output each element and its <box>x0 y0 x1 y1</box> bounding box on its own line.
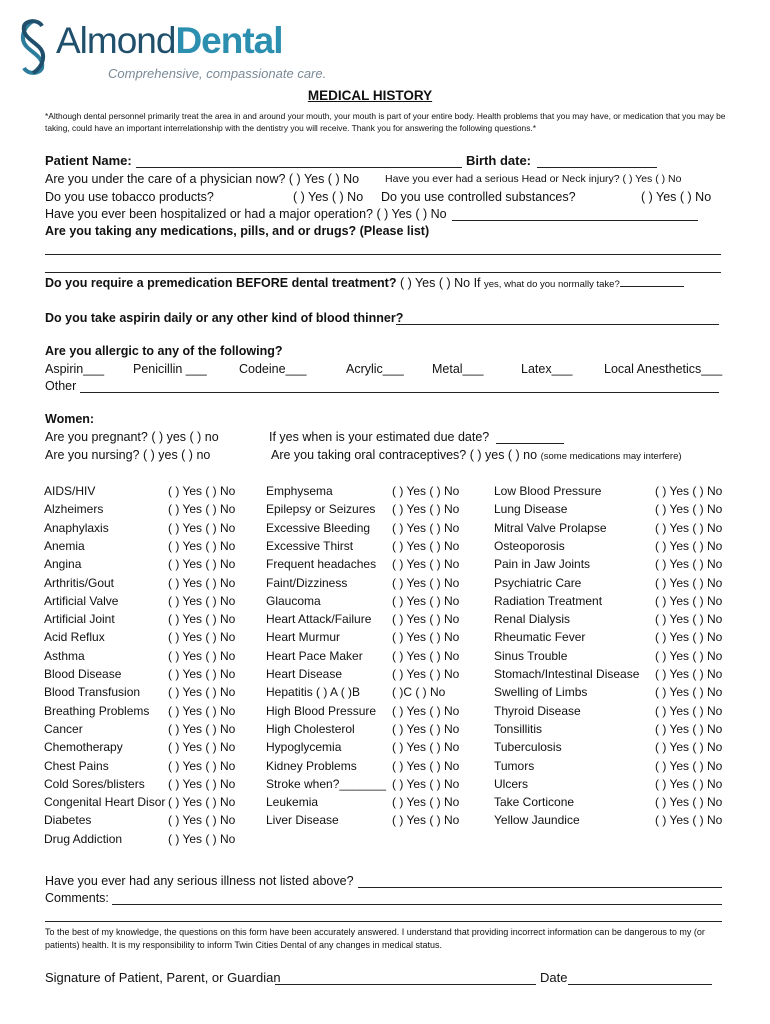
condition-label: Arthritis/Gout <box>44 575 115 590</box>
condition-yes-no[interactable]: ( ) Yes ( ) No <box>392 740 460 755</box>
condition-label: Artificial Joint <box>44 612 115 627</box>
condition-label: Alzheimers <box>44 502 104 517</box>
condition-yes-no[interactable]: ( ) Yes ( ) No <box>392 502 460 517</box>
comments-field-2[interactable] <box>45 921 722 922</box>
comments-field-1[interactable] <box>112 904 722 905</box>
condition-yes-no[interactable]: ( ) Yes ( ) No <box>168 758 236 773</box>
condition-label: Anemia <box>44 538 85 553</box>
condition-yes-no[interactable]: ( ) Yes ( ) No <box>392 703 460 718</box>
almond-logo-icon <box>16 18 50 76</box>
condition-yes-no[interactable]: ( ) Yes ( ) No <box>168 557 236 572</box>
condition-label: Lung Disease <box>494 502 568 517</box>
women-heading: Women: <box>45 412 95 426</box>
q-controlled-yes-no[interactable]: ( ) Yes ( ) No <box>641 190 712 204</box>
condition-label: AIDS/HIV <box>44 484 96 498</box>
condition-yes-no[interactable]: ( ) Yes ( ) No <box>392 612 460 627</box>
condition-label: Excessive Bleeding <box>266 520 371 535</box>
condition-yes-no[interactable]: ( ) Yes ( ) No <box>168 538 236 553</box>
allergy-penicillin[interactable]: Penicillin ___ <box>133 362 207 376</box>
allergy-metal[interactable]: Metal___ <box>432 362 484 376</box>
condition-label: Excessive Thirst <box>266 538 354 553</box>
condition-yes-no[interactable]: ( ) Yes ( ) No <box>655 520 723 535</box>
condition-yes-no[interactable]: ( ) Yes ( ) No <box>168 520 236 535</box>
condition-yes-no[interactable]: ( ) Yes ( ) No <box>392 667 460 681</box>
condition-label: Kidney Problems <box>266 758 357 773</box>
condition-label: Diabetes <box>44 813 92 828</box>
condition-yes-no[interactable]: ( ) Yes ( ) No <box>168 648 236 663</box>
birth-date-label: Birth date: <box>466 153 531 168</box>
condition-label: High Cholesterol <box>266 721 355 736</box>
birth-date-field[interactable] <box>537 167 657 168</box>
condition-label: Psychiatric Care <box>494 575 582 590</box>
condition-yes-no[interactable]: ( ) Yes ( ) No <box>168 740 236 755</box>
medications-line-2[interactable] <box>45 272 721 273</box>
q-due-date: If yes when is your estimated due date? <box>269 430 490 444</box>
condition-yes-no[interactable]: ( ) Yes ( ) No <box>168 776 236 791</box>
condition-label: Osteoporosis <box>494 538 565 553</box>
q-medications: Are you taking any medications, pills, and or drugs? (Please list) <box>45 224 430 238</box>
allergy-acrylic[interactable]: Acrylic___ <box>346 362 404 376</box>
condition-label: Cold Sores/blisters <box>44 776 145 791</box>
brand-part2: Dental <box>175 20 283 61</box>
condition-yes-no[interactable]: ( ) Yes ( ) No <box>168 721 236 736</box>
condition-label: Anaphylaxis <box>44 520 109 535</box>
intro-note: *Although dental personnel primarily treat the area in and around your mouth, your mouth is part of your entire body. Health problems that you may have, or medication that you may be taking, could have an important interrelationship with the dentistry you will receive. Thank you for answering the following questions.* <box>45 111 726 133</box>
condition-yes-no[interactable]: ( ) Yes ( ) No <box>392 557 460 572</box>
condition-label: Faint/Dizziness <box>266 575 348 590</box>
condition-yes-no[interactable]: ( ) Yes ( ) No <box>392 648 460 663</box>
q-premed-tail: yes, what do you normally take? <box>484 279 620 290</box>
condition-label: Pain in Jaw Joints <box>494 557 591 572</box>
condition-label: Take Corticone <box>494 795 575 810</box>
condition-yes-no[interactable]: ( ) Yes ( ) No <box>655 612 723 627</box>
brand-name <box>56 22 283 59</box>
condition-yes-no[interactable]: ( ) Yes ( ) No <box>392 630 460 645</box>
condition-label: Yellow Jaundice <box>494 813 580 828</box>
condition-label: Ulcers <box>494 776 529 791</box>
condition-label: Breathing Problems <box>44 703 150 718</box>
condition-yes-no[interactable]: ( ) Yes ( ) No <box>655 557 723 572</box>
condition-yes-no[interactable]: ( ) Yes ( ) No <box>655 740 723 755</box>
page-title: MEDICAL HISTORY <box>307 88 433 103</box>
condition-yes-no[interactable]: ( ) Yes ( ) No <box>392 593 460 608</box>
condition-label: Tumors <box>494 758 535 773</box>
condition-yes-no[interactable]: ( ) Yes ( ) No <box>392 758 460 773</box>
condition-yes-no[interactable]: ( ) Yes ( ) No <box>655 538 723 553</box>
condition-yes-no[interactable]: ( ) Yes ( ) No <box>168 593 236 608</box>
condition-label: Blood Transfusion <box>44 685 141 700</box>
q-premed-row <box>45 275 684 290</box>
premed-field[interactable] <box>620 275 684 287</box>
q-nursing[interactable]: Are you nursing? ( ) yes ( ) no <box>45 448 211 462</box>
condition-yes-no[interactable]: ( ) Yes ( ) No <box>392 575 460 590</box>
q-tobacco-yes-no[interactable]: ( ) Yes ( ) No <box>293 190 364 204</box>
allergy-codeine[interactable]: Codeine___ <box>239 362 307 376</box>
condition-label: Epilepsy or Seizures <box>266 502 376 517</box>
q-pregnant[interactable]: Are you pregnant? ( ) yes ( ) no <box>45 430 219 444</box>
condition-yes-no[interactable]: ( ) Yes ( ) No <box>168 813 236 828</box>
condition-label: Chest Pains <box>44 758 109 773</box>
condition-yes-no[interactable]: ( ) Yes ( ) No <box>168 484 236 498</box>
condition-label: Congenital Heart Disor <box>44 795 166 810</box>
condition-label: Cancer <box>44 721 83 736</box>
condition-yes-no[interactable]: ( ) Yes ( ) No <box>655 703 723 718</box>
condition-label: Frequent headaches <box>266 557 377 572</box>
q-premed-yes-no[interactable]: ( ) Yes ( ) No If <box>399 276 481 290</box>
condition-yes-no[interactable]: ( ) Yes ( ) No <box>655 484 723 498</box>
condition-label: Angina <box>44 557 82 572</box>
condition-label: Heart Attack/Failure <box>266 612 372 627</box>
condition-label: Liver Disease <box>266 813 339 828</box>
condition-yes-no[interactable]: ( ) Yes ( ) No <box>168 630 236 645</box>
q-head-neck[interactable]: Have you ever had a serious Head or Neck injury? ( ) Yes ( ) No <box>385 173 682 185</box>
condition-yes-no[interactable]: ( )C ( ) No <box>392 685 446 700</box>
condition-yes-no[interactable]: ( ) Yes ( ) No <box>655 667 723 681</box>
condition-yes-no[interactable]: ( ) Yes ( ) No <box>392 813 460 828</box>
condition-yes-no[interactable]: ( ) Yes ( ) No <box>392 484 460 498</box>
allergies-heading: Are you allergic to any of the following? <box>45 344 283 358</box>
condition-label: Rheumatic Fever <box>494 630 586 645</box>
condition-yes-no[interactable]: ( ) Yes ( ) No <box>168 612 236 627</box>
condition-label: Thyroid Disease <box>494 703 581 718</box>
due-date-field[interactable] <box>496 443 564 444</box>
condition-yes-no[interactable]: ( ) Yes ( ) No <box>655 813 723 828</box>
condition-yes-no[interactable]: ( ) Yes ( ) No <box>392 538 460 553</box>
condition-yes-no[interactable]: ( ) Yes ( ) No <box>655 593 723 608</box>
condition-label: Emphysema <box>266 484 333 498</box>
condition-yes-no[interactable]: ( ) Yes ( ) No <box>392 721 460 736</box>
condition-yes-no[interactable]: ( ) Yes ( ) No <box>168 831 236 846</box>
condition-label: Artificial Valve <box>44 593 119 608</box>
condition-yes-no[interactable]: ( ) Yes ( ) No <box>168 685 236 700</box>
condition-label: Heart Pace Maker <box>266 648 363 663</box>
condition-yes-no[interactable]: ( ) Yes ( ) No <box>392 776 460 791</box>
condition-label: Stroke when?_______ <box>266 776 387 791</box>
condition-yes-no[interactable]: ( ) Yes ( ) No <box>655 685 723 700</box>
q-contraceptives-note: (some medications may interfere) <box>540 451 682 462</box>
date-field[interactable] <box>568 984 712 985</box>
q-tobacco: Do you use tobacco products? <box>45 190 214 204</box>
hospitalized-details-field[interactable] <box>452 220 698 221</box>
condition-label: Stomach/Intestinal Disease <box>494 667 640 681</box>
condition-label: Asthma <box>44 648 85 663</box>
q-premed: Do you require a premedication BEFORE dental treatment? <box>45 276 397 290</box>
allergy-local-anesthetics[interactable]: Local Anesthetics___ <box>604 362 723 376</box>
condition-label: Leukemia <box>266 795 319 810</box>
allergy-aspirin[interactable]: Aspirin___ <box>45 362 105 376</box>
condition-label: Chemotherapy <box>44 740 123 755</box>
signature-label: Signature of Patient, Parent, or Guardian <box>45 970 281 985</box>
condition-label: Sinus Trouble <box>494 648 568 663</box>
condition-label: Drug Addiction <box>44 831 123 846</box>
condition-yes-no[interactable]: ( ) Yes ( ) No <box>655 502 723 517</box>
condition-label: Heart Murmur <box>266 630 341 645</box>
condition-yes-no[interactable]: ( ) Yes ( ) No <box>392 795 460 810</box>
aspirin-field[interactable] <box>396 324 719 325</box>
condition-label: Tonsillitis <box>494 721 543 736</box>
q-serious-illness: Have you ever had any serious illness not listed above? <box>45 874 354 888</box>
q-controlled: Do you use controlled substances? <box>381 190 576 204</box>
condition-label: Mitral Valve Prolapse <box>494 520 607 535</box>
condition-yes-no[interactable]: ( ) Yes ( ) No <box>655 776 723 791</box>
condition-label: Blood Disease <box>44 667 122 681</box>
condition-yes-no[interactable]: ( ) Yes ( ) No <box>168 667 236 681</box>
condition-yes-no[interactable]: ( ) Yes ( ) No <box>168 575 236 590</box>
signature-field[interactable] <box>275 984 536 985</box>
condition-label: Hypoglycemia <box>266 740 342 755</box>
condition-yes-no[interactable]: ( ) Yes ( ) No <box>168 703 236 718</box>
q-aspirin: Do you take aspirin daily or any other kind of blood thinner? <box>45 311 404 325</box>
serious-illness-field[interactable] <box>358 887 722 888</box>
brand-part1: Almond <box>56 20 176 61</box>
patient-name-label: Patient Name: <box>45 153 132 168</box>
condition-label: High Blood Pressure <box>266 703 377 718</box>
condition-yes-no[interactable]: ( ) Yes ( ) No <box>655 630 723 645</box>
tagline: Comprehensive, compassionate care. <box>108 66 327 81</box>
condition-label: Acid Reflux <box>44 630 105 645</box>
q-contraceptives[interactable]: Are you taking oral contraceptives? ( ) yes ( ) no <box>271 448 538 462</box>
condition-yes-no[interactable]: ( ) Yes ( ) No <box>392 520 460 535</box>
condition-label: Renal Dialysis <box>494 612 571 627</box>
condition-label: Swelling of Limbs <box>494 685 588 700</box>
allergy-other-field[interactable] <box>80 392 719 393</box>
condition-yes-no[interactable]: ( ) Yes ( ) No <box>168 502 236 517</box>
condition-label: Hepatitis ( ) A ( )B <box>266 685 361 700</box>
condition-label: Low Blood Pressure <box>494 484 602 498</box>
medications-line-1[interactable] <box>45 254 721 255</box>
q-hospitalized[interactable]: Have you ever been hospitalized or had a major operation? ( ) Yes ( ) No <box>45 207 447 221</box>
condition-label: Heart Disease <box>266 667 343 681</box>
comments-label: Comments: <box>45 891 109 905</box>
attestation-text: To the best of my knowledge, the questions on this form have been accurately answered. I understand that providing incorrect information can be dangerous to my (or patients) health. It is my responsibility to inform Twin Cities Dental of any changes in medical status. <box>45 927 705 950</box>
q-physician[interactable]: Are you under the care of a physician now? ( ) Yes ( ) No <box>45 172 360 186</box>
condition-yes-no[interactable]: ( ) Yes ( ) No <box>655 648 723 663</box>
allergy-other-label: Other <box>45 379 77 393</box>
condition-yes-no[interactable]: ( ) Yes ( ) No <box>655 721 723 736</box>
date-label: Date <box>540 970 568 985</box>
condition-label: Glaucoma <box>266 593 321 608</box>
condition-yes-no[interactable]: ( ) Yes ( ) No <box>655 758 723 773</box>
allergy-latex[interactable]: Latex___ <box>521 362 573 376</box>
condition-yes-no[interactable]: ( ) Yes ( ) No <box>655 795 723 810</box>
condition-label: Tuberculosis <box>494 740 562 755</box>
condition-yes-no[interactable]: ( ) Yes ( ) No <box>655 575 723 590</box>
condition-label: Radiation Treatment <box>494 593 603 608</box>
patient-name-field[interactable] <box>136 167 462 168</box>
condition-yes-no[interactable]: ( ) Yes ( ) No <box>168 795 236 810</box>
q-contraceptives-row <box>271 448 682 462</box>
